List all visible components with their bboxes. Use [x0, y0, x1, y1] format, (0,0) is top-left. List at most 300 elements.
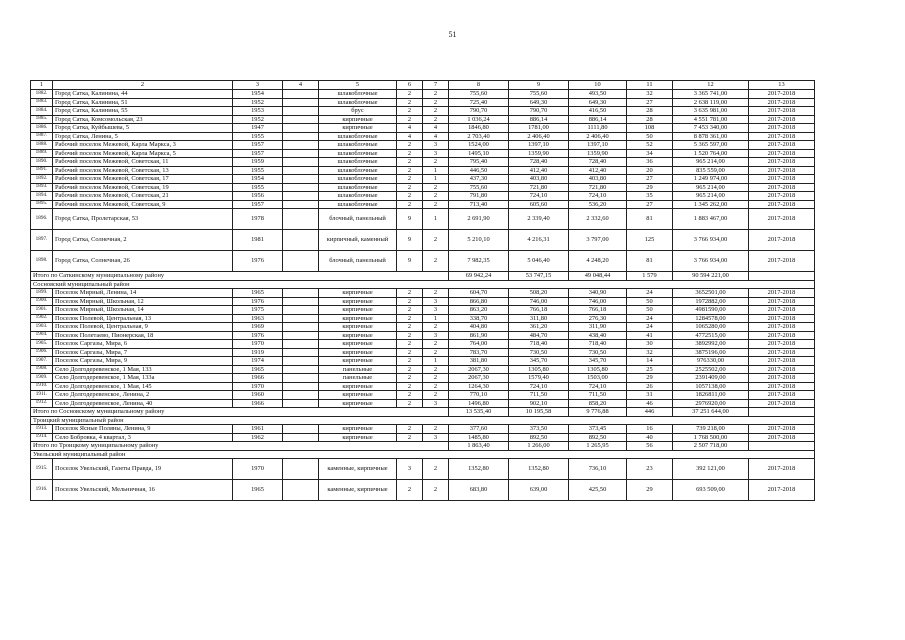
table-row	[31, 425, 815, 434]
total-value-cell-c12: 90 594 221,00	[673, 272, 749, 281]
row-index-cell: 1915.	[31, 459, 53, 480]
value-cell-c10: 311,90	[569, 323, 627, 332]
value-cell-c6: 2	[397, 357, 423, 366]
year-cell: 1976	[233, 297, 283, 306]
value-cell-c10: 373,45	[569, 425, 627, 434]
value-cell-c10: 1397,10	[569, 141, 627, 150]
total-value-cell-c8: 1 863,40	[449, 442, 509, 451]
value-cell-c11: 108	[627, 124, 673, 133]
value-cell-c6: 4	[397, 124, 423, 133]
value-cell-c12: 1057138,00	[673, 382, 749, 391]
wall-material-cell: блочный, панельный	[319, 209, 397, 230]
row-index-cell: 1914.	[31, 433, 53, 442]
value-cell-c13: 2017-2018	[749, 314, 815, 323]
row-index-cell: 1913.	[31, 425, 53, 434]
value-cell-c8: 863,20	[449, 306, 509, 315]
table-row	[31, 192, 815, 201]
value-cell-c8: 1496,80	[449, 399, 509, 408]
value-cell-c13: 2017-2018	[749, 158, 815, 167]
value-cell-c8: 7 982,35	[449, 251, 509, 272]
value-cell-c7: 2	[423, 480, 449, 501]
value-cell-c6: 2	[397, 289, 423, 298]
total-value-cell-c11: 446	[627, 408, 673, 417]
value-cell-c7: 1	[423, 357, 449, 366]
value-cell-c12: 1826811,00	[673, 391, 749, 400]
year-cell: 1970	[233, 340, 283, 349]
row-index-cell: 1900.	[31, 297, 53, 306]
address-cell: Рабочий поселок Межевой, Карла Маркса, 5	[53, 149, 233, 158]
value-cell-c12: 4 551 781,00	[673, 115, 749, 124]
table-row	[31, 183, 815, 192]
wall-material-cell: шлакоблочные	[319, 192, 397, 201]
value-cell-c6: 2	[397, 399, 423, 408]
value-cell-c8: 377,60	[449, 425, 509, 434]
table-row	[31, 90, 815, 99]
total-value-cell-c8: 13 535,40	[449, 408, 509, 417]
value-cell-c12: 965 214,00	[673, 158, 749, 167]
total-label-cell: Итого по Троицкому муниципальному району	[31, 442, 449, 451]
district-section-row	[31, 416, 815, 425]
row-index-cell: 1898.	[31, 251, 53, 272]
value-cell-c7: 3	[423, 331, 449, 340]
value-cell-c12: 1972882,00	[673, 297, 749, 306]
table-row	[31, 340, 815, 349]
wall-material-cell: кирпичные	[319, 297, 397, 306]
value-cell-c6: 2	[397, 365, 423, 374]
value-cell-c6: 2	[397, 323, 423, 332]
address-cell: Город Сатка, Солнечная, 26	[53, 251, 233, 272]
value-cell-c13: 2017-2018	[749, 433, 815, 442]
district-total-row	[31, 442, 815, 451]
row-index-cell: 1889.	[31, 149, 53, 158]
value-cell-c9: 4 216,31	[509, 230, 569, 251]
address-cell: Поселок Мирный, Школьная, 12	[53, 297, 233, 306]
value-cell-c7: 3	[423, 149, 449, 158]
wall-material-cell: кирпичные	[319, 314, 397, 323]
row-index-cell: 1896.	[31, 209, 53, 230]
value-cell-c6: 2	[397, 374, 423, 383]
year-cell: 1974	[233, 357, 283, 366]
value-cell-c6: 2	[397, 141, 423, 150]
value-cell-c8: 866,80	[449, 297, 509, 306]
value-cell-c7: 2	[423, 348, 449, 357]
value-cell-c6: 2	[397, 149, 423, 158]
table-row	[31, 314, 815, 323]
column-4-cell	[283, 331, 319, 340]
value-cell-c7: 3	[423, 141, 449, 150]
value-cell-c12: 976330,00	[673, 357, 749, 366]
address-cell: Поселок Увельский, Мельничная, 16	[53, 480, 233, 501]
value-cell-c11: 34	[627, 149, 673, 158]
value-cell-c12: 392 121,00	[673, 459, 749, 480]
address-cell: Рабочий поселок Межевой, Советская, 9	[53, 200, 233, 209]
year-cell: 1952	[233, 115, 283, 124]
value-cell-c11: 31	[627, 391, 673, 400]
year-cell: 1955	[233, 183, 283, 192]
wall-material-cell: кирпичные	[319, 340, 397, 349]
wall-material-cell: кирпичный, каменный	[319, 230, 397, 251]
value-cell-c13: 2017-2018	[749, 425, 815, 434]
value-cell-c11: 32	[627, 348, 673, 357]
year-cell: 1957	[233, 200, 283, 209]
value-cell-c12: 3892992,00	[673, 340, 749, 349]
value-cell-c9: 1397,10	[509, 141, 569, 150]
address-cell: Село Долгодеревенское, 1 Мая, 145	[53, 382, 233, 391]
total-value-cell-c10: 49 048,44	[569, 272, 627, 281]
value-cell-c10: 746,00	[569, 297, 627, 306]
total-label-cell: Итого по Сосновскому муниципальному району	[31, 408, 449, 417]
value-cell-c12: 1065280,00	[673, 323, 749, 332]
value-cell-c12: 3 635 981,00	[673, 107, 749, 116]
column-4-cell	[283, 306, 319, 315]
column-number-cell: 9	[509, 81, 569, 90]
value-cell-c7: 2	[423, 382, 449, 391]
value-cell-c7: 2	[423, 192, 449, 201]
table-row	[31, 289, 815, 298]
wall-material-cell: шлакоблочные	[319, 149, 397, 158]
table-row	[31, 331, 815, 340]
value-cell-c6: 2	[397, 480, 423, 501]
value-cell-c10: 649,30	[569, 98, 627, 107]
address-cell: Поселок Ясные Поляны, Ленина, 9	[53, 425, 233, 434]
value-cell-c9: 746,00	[509, 297, 569, 306]
value-cell-c9: 766,18	[509, 306, 569, 315]
value-cell-c11: 29	[627, 183, 673, 192]
value-cell-c11: 14	[627, 357, 673, 366]
value-cell-c11: 28	[627, 115, 673, 124]
year-cell: 1976	[233, 251, 283, 272]
value-cell-c8: 725,40	[449, 98, 509, 107]
value-cell-c8: 404,80	[449, 323, 509, 332]
value-cell-c6: 2	[397, 192, 423, 201]
row-index-cell: 1895.	[31, 200, 53, 209]
value-cell-c7: 3	[423, 306, 449, 315]
value-cell-c13: 2017-2018	[749, 289, 815, 298]
table-row	[31, 480, 815, 501]
value-cell-c6: 2	[397, 331, 423, 340]
value-cell-c7: 2	[423, 251, 449, 272]
value-cell-c8: 861,90	[449, 331, 509, 340]
value-cell-c7: 2	[423, 391, 449, 400]
value-cell-c13: 2017-2018	[749, 297, 815, 306]
table-row	[31, 166, 815, 175]
value-cell-c6: 2	[397, 433, 423, 442]
year-cell: 1960	[233, 391, 283, 400]
value-cell-c9: 730,50	[509, 348, 569, 357]
value-cell-c11: 24	[627, 323, 673, 332]
value-cell-c9: 718,40	[509, 340, 569, 349]
row-index-cell: 1901.	[31, 306, 53, 315]
row-index-cell: 1883.	[31, 98, 53, 107]
value-cell-c13: 2017-2018	[749, 200, 815, 209]
table-row	[31, 124, 815, 133]
value-cell-c11: 32	[627, 90, 673, 99]
value-cell-c10: 730,50	[569, 348, 627, 357]
value-cell-c8: 5 210,10	[449, 230, 509, 251]
value-cell-c9: 2 406,40	[509, 132, 569, 141]
value-cell-c9: 1352,80	[509, 459, 569, 480]
value-cell-c9: 1359,90	[509, 149, 569, 158]
value-cell-c6: 2	[397, 166, 423, 175]
value-cell-c11: 35	[627, 192, 673, 201]
value-cell-c6: 2	[397, 391, 423, 400]
wall-material-cell: кирпичные	[319, 399, 397, 408]
row-index-cell: 1904.	[31, 331, 53, 340]
address-cell: Город Сатка, Ленина, 5	[53, 132, 233, 141]
year-cell: 1955	[233, 166, 283, 175]
table-row	[31, 382, 815, 391]
table-row	[31, 251, 815, 272]
value-cell-c8: 1524,00	[449, 141, 509, 150]
year-cell: 1970	[233, 459, 283, 480]
address-cell: Поселок Полетаево, Пионерская, 18	[53, 331, 233, 340]
wall-material-cell: шлакоблочные	[319, 166, 397, 175]
value-cell-c13: 2017-2018	[749, 192, 815, 201]
value-cell-c9: 373,50	[509, 425, 569, 434]
value-cell-c8: 683,80	[449, 480, 509, 501]
district-section-row	[31, 280, 815, 289]
column-4-cell	[283, 433, 319, 442]
value-cell-c7: 2	[423, 107, 449, 116]
value-cell-c12: 4772515,00	[673, 331, 749, 340]
table-row	[31, 357, 815, 366]
value-cell-c8: 437,30	[449, 175, 509, 184]
value-cell-c11: 27	[627, 175, 673, 184]
column-4-cell	[283, 425, 319, 434]
row-index-cell: 1897.	[31, 230, 53, 251]
row-index-cell: 1910.	[31, 382, 53, 391]
value-cell-c13: 2017-2018	[749, 149, 815, 158]
value-cell-c9: 1579,40	[509, 374, 569, 383]
year-cell: 1955	[233, 132, 283, 141]
value-cell-c6: 2	[397, 90, 423, 99]
value-cell-c7: 2	[423, 340, 449, 349]
column-4-cell	[283, 183, 319, 192]
address-cell: Поселок Мирный, Ленина, 14	[53, 289, 233, 298]
column-number-cell: 1	[31, 81, 53, 90]
value-cell-c11: 16	[627, 425, 673, 434]
value-cell-c10: 1359,90	[569, 149, 627, 158]
value-cell-c11: 25	[627, 365, 673, 374]
value-cell-c10: 2 332,60	[569, 209, 627, 230]
total-value-cell-c8: 69 942,24	[449, 272, 509, 281]
value-cell-c9: 886,14	[509, 115, 569, 124]
value-cell-c9: 605,60	[509, 200, 569, 209]
value-cell-c10: 3 797,00	[569, 230, 627, 251]
value-cell-c13: 2017-2018	[749, 382, 815, 391]
column-4-cell	[283, 459, 319, 480]
value-cell-c10: 1111,80	[569, 124, 627, 133]
wall-material-cell: кирпичные	[319, 425, 397, 434]
total-value-cell-c12: 2 507 718,00	[673, 442, 749, 451]
value-cell-c9: 345,70	[509, 357, 569, 366]
address-cell: Село Долгодеревенское, Ленина, 40	[53, 399, 233, 408]
value-cell-c12: 8 878 361,00	[673, 132, 749, 141]
value-cell-c9: 361,20	[509, 323, 569, 332]
column-4-cell	[283, 357, 319, 366]
value-cell-c8: 790,70	[449, 107, 509, 116]
address-cell: Поселок Увельский, Газеты Правда, 19	[53, 459, 233, 480]
value-cell-c9: 711,50	[509, 391, 569, 400]
value-cell-c10: 345,70	[569, 357, 627, 366]
value-cell-c9: 639,00	[509, 480, 569, 501]
column-number-cell: 4	[283, 81, 319, 90]
value-cell-c10: 858,20	[569, 399, 627, 408]
value-cell-c10: 4 248,20	[569, 251, 627, 272]
column-4-cell	[283, 230, 319, 251]
value-cell-c13: 2017-2018	[749, 141, 815, 150]
value-cell-c11: 29	[627, 480, 673, 501]
column-4-cell	[283, 90, 319, 99]
wall-material-cell: панельные	[319, 365, 397, 374]
column-4-cell	[283, 348, 319, 357]
value-cell-c11: 27	[627, 98, 673, 107]
value-cell-c10: 438,40	[569, 331, 627, 340]
column-4-cell	[283, 166, 319, 175]
value-cell-c11: 20	[627, 166, 673, 175]
year-cell: 1966	[233, 374, 283, 383]
value-cell-c6: 2	[397, 382, 423, 391]
table-row	[31, 141, 815, 150]
column-number-cell: 3	[233, 81, 283, 90]
table-row	[31, 230, 815, 251]
value-cell-c8: 604,70	[449, 289, 509, 298]
value-cell-c12: 739 218,00	[673, 425, 749, 434]
value-cell-c12: 1284578,00	[673, 314, 749, 323]
year-cell: 1965	[233, 480, 283, 501]
value-cell-c9: 892,50	[509, 433, 569, 442]
value-cell-c10: 1305,80	[569, 365, 627, 374]
value-cell-c7: 4	[423, 132, 449, 141]
value-cell-c10: 276,30	[569, 314, 627, 323]
value-cell-c9: 484,70	[509, 331, 569, 340]
value-cell-c12: 3652501,00	[673, 289, 749, 298]
empty-cell	[749, 442, 815, 451]
wall-material-cell: кирпичные	[319, 115, 397, 124]
value-cell-c7: 3	[423, 297, 449, 306]
value-cell-c9: 508,20	[509, 289, 569, 298]
year-cell: 1975	[233, 306, 283, 315]
value-cell-c8: 1495,10	[449, 149, 509, 158]
value-cell-c12: 2976920,00	[673, 399, 749, 408]
address-cell: Город Сатка, Калинина, 55	[53, 107, 233, 116]
address-cell: Поселок Мирный, Школьная, 14	[53, 306, 233, 315]
value-cell-c10: 728,40	[569, 158, 627, 167]
row-index-cell: 1911.	[31, 391, 53, 400]
table-row	[31, 459, 815, 480]
value-cell-c6: 2	[397, 158, 423, 167]
value-cell-c12: 1 345 262,00	[673, 200, 749, 209]
row-index-cell: 1909.	[31, 374, 53, 383]
value-cell-c6: 9	[397, 230, 423, 251]
value-cell-c11: 40	[627, 433, 673, 442]
value-cell-c9: 724,10	[509, 382, 569, 391]
value-cell-c7: 2	[423, 183, 449, 192]
column-4-cell	[283, 382, 319, 391]
district-section-row	[31, 450, 815, 459]
year-cell: 1953	[233, 107, 283, 116]
total-value-cell-c12: 37 251 644,00	[673, 408, 749, 417]
value-cell-c8: 338,70	[449, 314, 509, 323]
column-4-cell	[283, 480, 319, 501]
wall-material-cell: кирпичные	[319, 323, 397, 332]
year-cell: 1957	[233, 149, 283, 158]
value-cell-c6: 9	[397, 251, 423, 272]
value-cell-c8: 1846,80	[449, 124, 509, 133]
value-cell-c8: 1485,80	[449, 433, 509, 442]
year-cell: 1969	[233, 323, 283, 332]
value-cell-c7: 2	[423, 230, 449, 251]
value-cell-c12: 3 766 934,00	[673, 230, 749, 251]
value-cell-c8: 1264,30	[449, 382, 509, 391]
address-cell: Поселок Саргазы, Мира, 6	[53, 340, 233, 349]
value-cell-c8: 791,80	[449, 192, 509, 201]
table-row	[31, 98, 815, 107]
table-row	[31, 107, 815, 116]
wall-material-cell: шлакоблочные	[319, 141, 397, 150]
value-cell-c10: 724,10	[569, 382, 627, 391]
value-cell-c9: 1781,00	[509, 124, 569, 133]
value-cell-c12: 1 249 974,00	[673, 175, 749, 184]
table-row	[31, 158, 815, 167]
value-cell-c10: 736,10	[569, 459, 627, 480]
total-value-cell-c11: 1 579	[627, 272, 673, 281]
district-total-row	[31, 408, 815, 417]
column-number-cell: 2	[53, 81, 233, 90]
value-cell-c11: 41	[627, 331, 673, 340]
value-cell-c12: 1 883 467,00	[673, 209, 749, 230]
column-4-cell	[283, 323, 319, 332]
wall-material-cell: кирпичные	[319, 306, 397, 315]
total-value-cell-c11: 56	[627, 442, 673, 451]
value-cell-c13: 2017-2018	[749, 340, 815, 349]
value-cell-c13: 2017-2018	[749, 166, 815, 175]
year-cell: 1963	[233, 314, 283, 323]
value-cell-c13: 2017-2018	[749, 480, 815, 501]
year-cell: 1919	[233, 348, 283, 357]
value-cell-c9: 721,80	[509, 183, 569, 192]
value-cell-c13: 2017-2018	[749, 90, 815, 99]
address-cell: Рабочий поселок Межевой, Карла Маркса, 3	[53, 141, 233, 150]
row-index-cell: 1907.	[31, 357, 53, 366]
column-number-cell: 7	[423, 81, 449, 90]
value-cell-c6: 2	[397, 306, 423, 315]
table-row	[31, 200, 815, 209]
value-cell-c10: 340,90	[569, 289, 627, 298]
value-cell-c12: 5 365 597,00	[673, 141, 749, 150]
column-number-cell: 5	[319, 81, 397, 90]
value-cell-c6: 2	[397, 348, 423, 357]
value-cell-c11: 46	[627, 399, 673, 408]
column-4-cell	[283, 391, 319, 400]
column-4-cell	[283, 251, 319, 272]
address-cell: Рабочий поселок Межевой, Советская, 19	[53, 183, 233, 192]
wall-material-cell: каменные, кирпичные	[319, 480, 397, 501]
wall-material-cell: шлакоблочные	[319, 175, 397, 184]
value-cell-c13: 2017-2018	[749, 331, 815, 340]
wall-material-cell: шлакоблочные	[319, 90, 397, 99]
row-index-cell: 1899.	[31, 289, 53, 298]
section-label-cell: Троицкий муниципальный район	[31, 416, 815, 425]
value-cell-c6: 2	[397, 200, 423, 209]
value-cell-c9: 649,30	[509, 98, 569, 107]
value-cell-c13: 2017-2018	[749, 357, 815, 366]
value-cell-c12: 2 638 119,00	[673, 98, 749, 107]
table-row	[31, 209, 815, 230]
value-cell-c9: 790,70	[509, 107, 569, 116]
column-4-cell	[283, 200, 319, 209]
year-cell: 1961	[233, 425, 283, 434]
